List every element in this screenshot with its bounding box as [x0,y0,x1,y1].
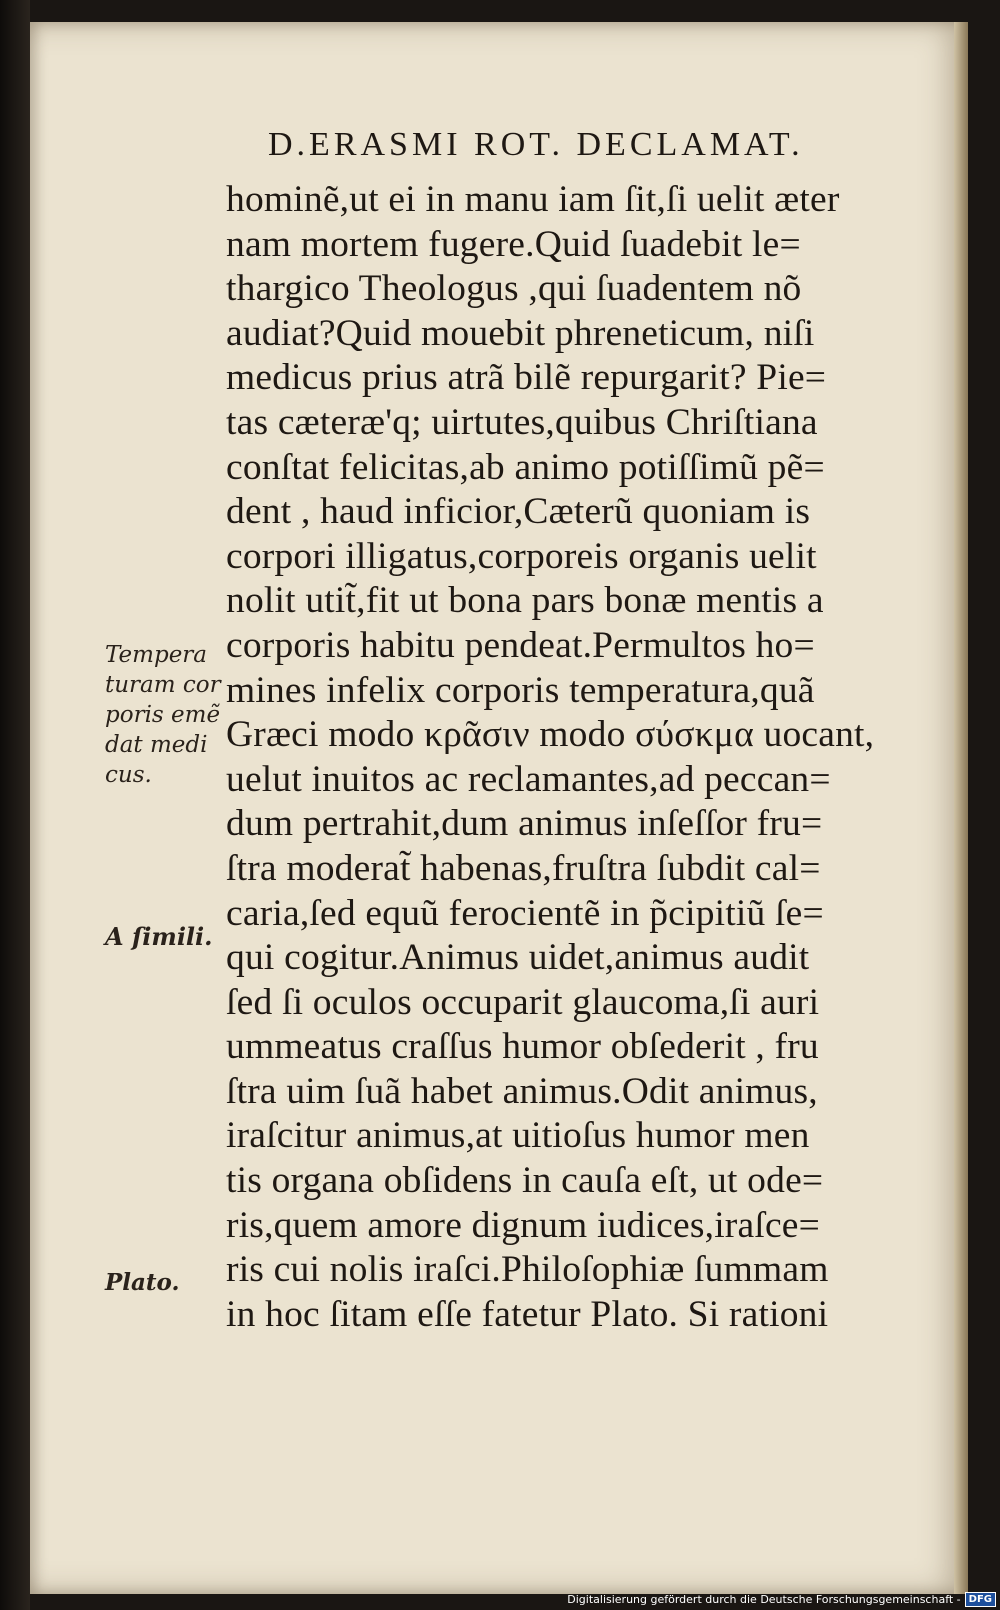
text-line: dum pertrahit,dum animus inſeſſor fru= [226,803,823,845]
text-line: ris,quem amore dignum iudices,iraſce= [226,1204,820,1246]
text-line: iraſcitur animus,at uitioſus humor men [226,1115,810,1157]
text-line: hominẽ,ut ei in manu iam ſit,ſi uelit æter [226,179,840,220]
text-line: medicus prius atrã bilẽ repurgarit? Pie= [226,357,827,399]
text-line: tis organa obſidens in cauſa eſt, ut ode= [226,1160,824,1202]
marginal-note-a-simili [105,922,213,952]
text-line: ris cui nolis iraſci.Philoſophiæ ſummam [226,1249,829,1291]
marginal-note-line: A ſimili. [105,922,213,951]
marginal-note-temperatura [105,640,221,790]
marginal-note-line: turam cor [105,672,221,698]
marginal-note-line: Tempera [105,642,208,668]
text-line: dent , haud inficior,Cæterũ quoniam is [226,491,811,533]
marginal-note-line: dat medi [105,732,208,758]
text-line: ummeatus craſſus humor obſederit , fru [226,1026,819,1068]
page-edge [954,22,968,1594]
scan-background [0,0,30,1610]
text-line: uelut inuitos ac reclamantes,ad peccan= [226,758,831,800]
text-line: thargico Theologus ,qui ſuadentem nõ [226,268,802,310]
text-line: mines infelix corporis temperatura,quã [226,669,815,711]
text-line: in hoc ſitam eſſe fatetur Plato. Si rationi [226,1293,829,1335]
marginal-note-line: poris emẽ [105,702,221,728]
text-line: nolit utit̃,fit ut bona pars bonæ mentis a [226,580,824,622]
text-line: conſtat felicitas,ab animo potiſſimũ pẽ= [226,446,825,488]
text-line: Græci modo κρᾶσιν modo σύσκμα uocant, [226,714,875,756]
digitization-footer [567,1590,996,1608]
marginal-note-line: Plato. [105,1269,180,1296]
text-line: ſtra moderat̃ habenas,fruſtra ſubdit cal= [226,847,821,889]
text-line: audiat?Quid mouebit phreneticum, niſi [226,312,815,354]
text-line: caria,ſed equũ ferocientẽ in p̃cipitiũ ſe= [226,892,824,934]
dfg-logo-icon: DFG [965,1592,996,1607]
text-line: nam mortem fugere.Quid ſuadebit le= [226,223,801,265]
text-line: ſtra uim ſuã habet animus.Odit animus, [226,1070,818,1112]
text-line: ſed ſi oculos occuparit glaucoma,ſi auri [226,981,820,1023]
marginal-note-line: cus. [105,762,152,788]
text-line: qui cogitur.Animus uidet,animus audit [226,937,810,979]
text-line: tas cæteræ'q; uirtutes,quibus Chriſtiana [226,401,818,443]
body-text [226,178,934,1337]
text-line: corporis habitu pendeat.Permultos ho= [226,624,815,666]
text-line: corpori illigatus,corporeis organis uelit [226,535,817,577]
footer-credit: Digitalisierung gefördert durch die Deutsche Forschungsgemeinschaft - [567,1592,961,1606]
marginal-note-plato [105,1268,180,1298]
running-head: D.ERASMI ROT. DECLAMAT. [268,126,804,163]
